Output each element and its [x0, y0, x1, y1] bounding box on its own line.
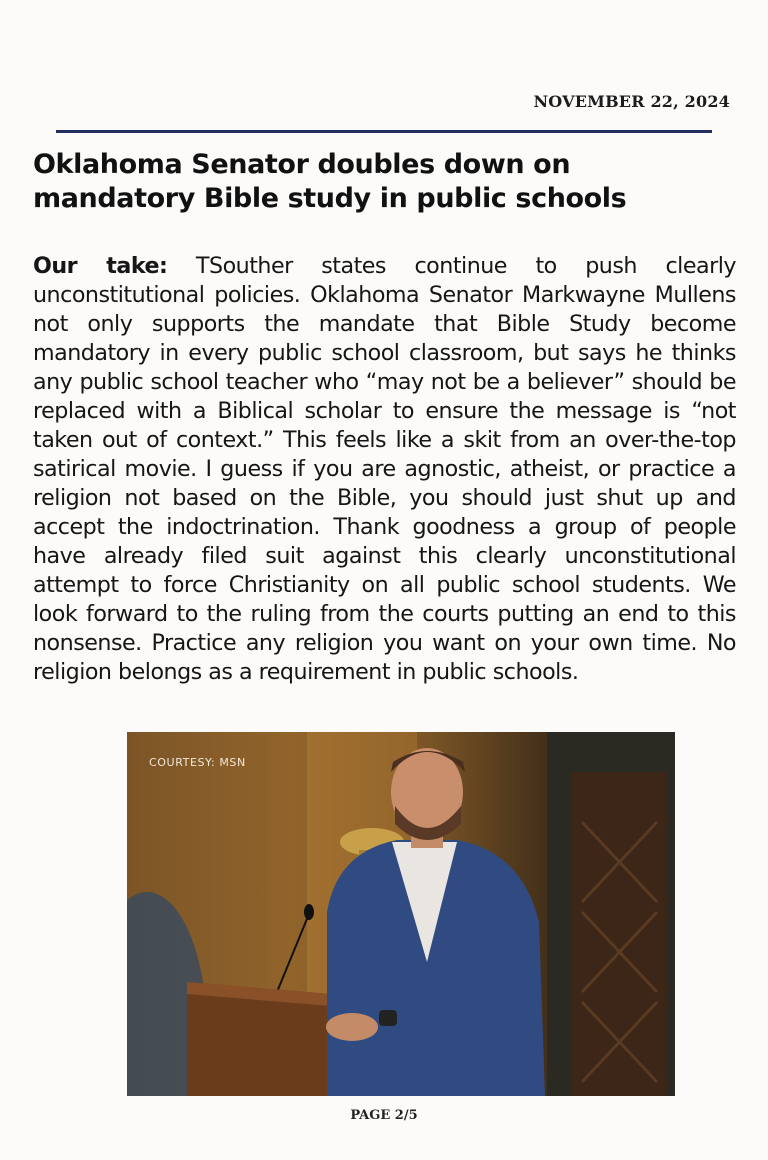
article-body — [33, 252, 736, 687]
senator-photo — [127, 732, 675, 1096]
photo-credit: COURTESY: MSN — [149, 756, 246, 769]
article-date: NOVEMBER 22, 2024 — [533, 92, 730, 111]
photo-illustration — [127, 732, 675, 1096]
header-divider — [56, 130, 712, 133]
headline: Oklahoma Senator doubles down on mandatory Bible study in public schools — [33, 149, 627, 214]
body-text: TSouther states continue to push clearly unconstitutional policies. Oklahoma Senator Markwayne Mullens not only supports the mandate that Bible Study become mandatory in every public school classroom, but says he thinks any public school teacher who “may not be a believer” should be replaced with a Biblical scholar to ensure the message is “not taken out of context.” This feels like a skit from an over-the-top satirical movie. I guess if you are agnostic, atheist, or practice a religion not based on the Bible, you should just shut up and accept the indoctrination. Thank goodness a group of people have already filed suit against this clearly unconstitutional attempt to force Christianity on all public school students. We look forward to the ruling from the courts putting an end to this nonsense. Practice any religion you want on your own time. No religion belongs as a requirement in public schools. — [33, 253, 737, 685]
page-number: PAGE 2/5 — [350, 1108, 418, 1123]
lead-label: Our take: — [33, 253, 168, 279]
